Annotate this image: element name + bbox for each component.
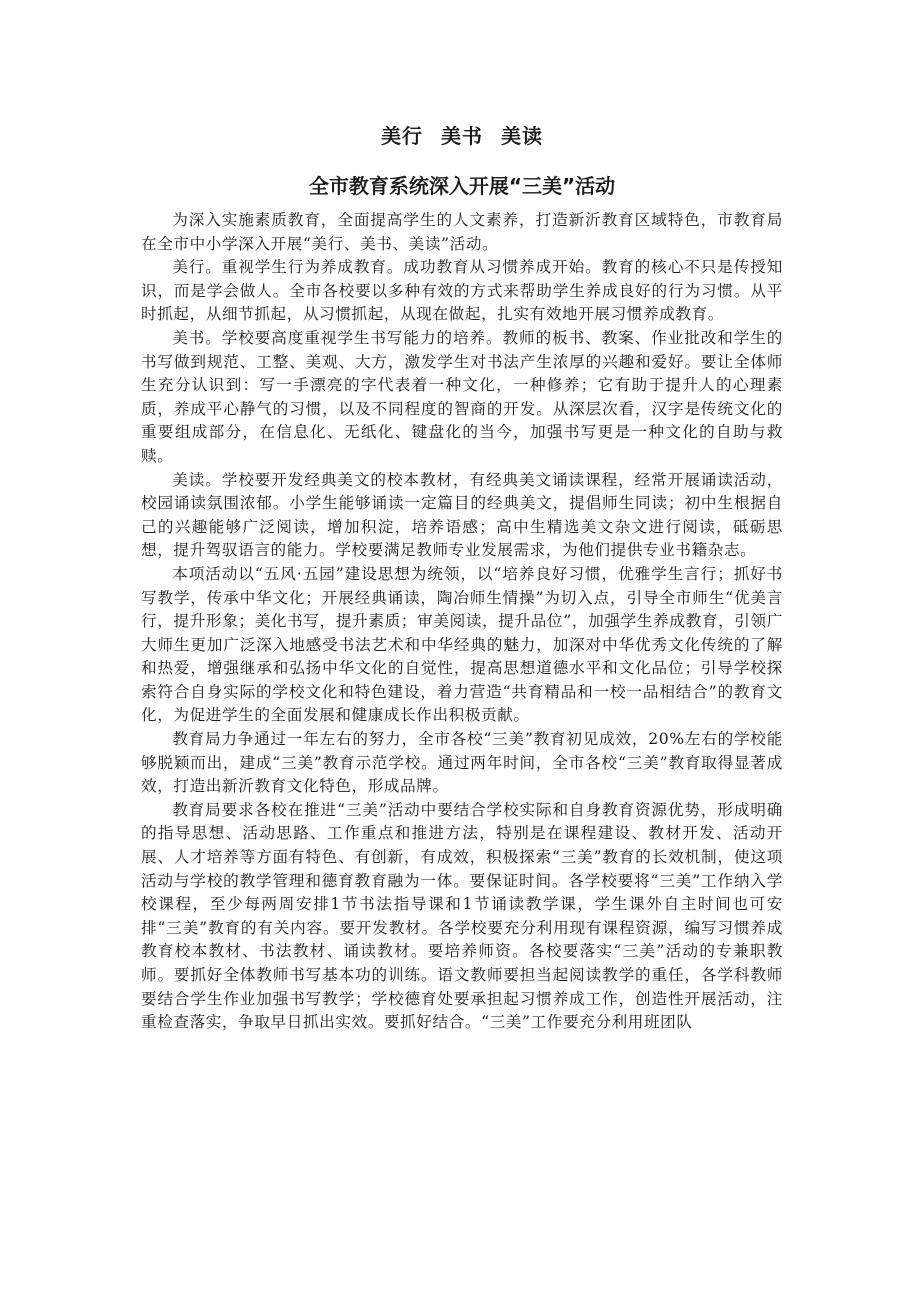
- title-word-meidu: 美读: [501, 124, 543, 148]
- paragraph-meishu: 美书。学校要高度重视学生书写能力的培养。教师的板书、教案、作业批改和学生的书写做到规范、工整、美观、大方，激发学生对书法产生浓厚的兴趣和爱好。要让全体师生充分认识到：写一手漂亮的字代表着一种文化，一种修养；它有助于提升人的心理素质，养成平心静气的习惯，以及不同程度的智商的开发。从深层次看，汉字是传统文化的重要组成部分，在信息化、无纸化、键盘化的当今，加强书写更是一种文化的自助与救赎。: [141, 328, 783, 465]
- subtitle: 全市教育系统深入开展“三美”活动: [308, 174, 616, 198]
- paragraph-requirements: 教育局要求各校在推进“三美”活动中要结合学校实际和自身教育资源优势，形成明确的指导思想、活动思路、工作重点和推进方法，特别是在课程建设、教材开发、活动开展、人才培养等方面有特色、有创新，有成效，积极探索“三美”教育的长效机制，使这项活动与学校的教学管理和德育教育融为一体。要保证时间。各学校要将“三美”工作纳入学校课程，至少每两周安排1节书法指导课和1节诵读教学课，学生课外自主时间也可安排“三美”教育的有关内容。要开发教材。各学校要充分利用现有课程资源，编写习惯养成教育校本教材、书法教材、诵读教材。要培养师资。各校要落实“三美”活动的专兼职教师。要抓好全体教师书写基本功的训练。语文教师要担当起阅读教学的重任，各学科教师要结合学生作业加强书写教学；学校德育处要承担起习惯养成工作，创造性开展活动，注重检查落实，争取早日抓出实效。要抓好结合。“三美”工作要充分利用班团队: [141, 800, 783, 1032]
- title-word-meishu: 美书: [441, 124, 483, 148]
- paragraph-activity-goals: 本项活动以“五风·五园”建设思想为统领，以“培养良好习惯，优雅学生言行；抓好书写教学，传承中华文化；开展经典诵读，陶冶师生情操”为切入点，引导全市师生“优美言行，提升形象；美化书写，提升素质；审美阅读，提升品位”，加强学生养成教育，引领广大师生更加广泛深入地感受书法艺术和中华经典的魅力，加深对中华优秀文化传统的了解和热爱，增强继承和弘扬中华文化的自觉性，提高思想道德水平和文化品位；引导学校探索符合自身实际的学校文化和特色建设，着力营造“共育精品和一校一品相结合”的教育文化，为促进学生的全面发展和健康成长作出积极贡献。: [141, 564, 783, 725]
- paragraph-timeline: 教育局力争通过一年左右的努力，全市各校“三美”教育初见成效，20%左右的学校能够脱颖而出，建成“三美”教育示范学校。通过两年时间，全市各校“三美”教育取得显著成效，打造出新沂教育文化特色，形成品牌。: [141, 730, 783, 796]
- document-body: [141, 120, 783, 1035]
- main-title: [141, 120, 783, 152]
- paragraph-meidu: 美读。学校要开发经典美文的校本教材，有经典美文诵读课程，经常开展诵读活动，校园诵读氛围浓郁。小学生能够诵读一定篇目的经典美文，提倡师生同读；初中生根据自己的兴趣能够广泛阅读，增加积淀，培养语感；高中生精选美文杂文进行阅读，砥砺思想，提升驾驭语言的能力。学校要满足教师专业发展需求，为他们提供专业书籍杂志。: [141, 470, 783, 560]
- paragraph-intro: 为深入实施素质教育，全面提高学生的人文素养，打造新沂教育区域特色，市教育局在全市中小学深入开展“美行、美书、美读”活动。: [141, 211, 783, 253]
- title-word-meixing: 美行: [381, 124, 423, 148]
- paragraph-meixing: 美行。重视学生行为养成教育。成功教育从习惯养成开始。教育的核心不只是传授知识，而是学会做人。全市各校要以多种有效的方式来帮助学生养成良好的行为习惯。从平时抓起，从细节抓起，从习惯抓起，从现在做起，扎实有效地开展习惯养成教育。: [141, 258, 783, 324]
